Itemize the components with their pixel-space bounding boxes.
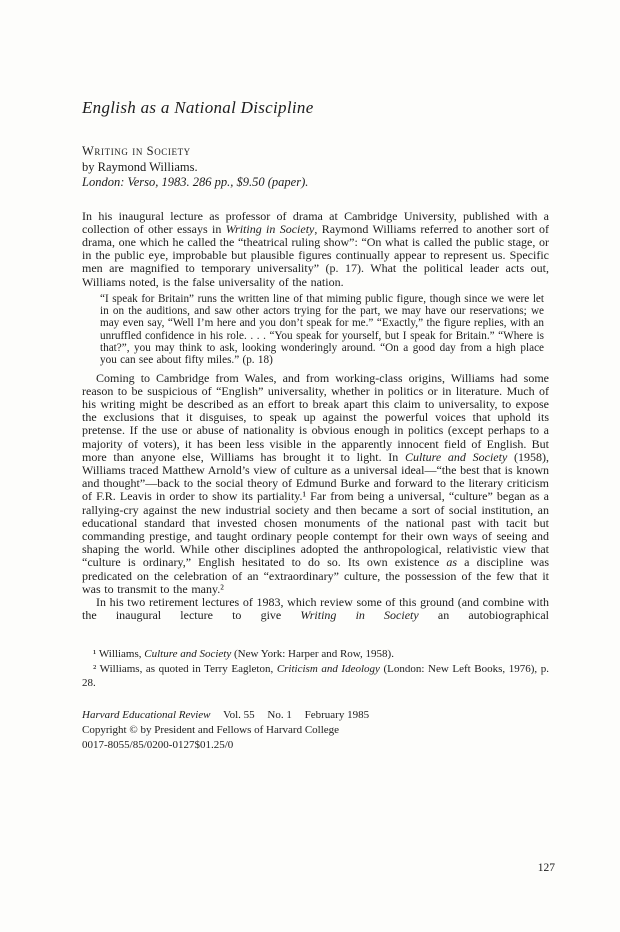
journal-volume: Vol. 55 <box>223 708 255 721</box>
book-imprint: London: Verso, 1983. 286 pp., $9.50 (paper). <box>82 175 309 189</box>
journal-date: February 1985 <box>304 708 370 721</box>
book-author: by Raymond Williams. <box>82 159 198 174</box>
copyright-line: Copyright © by President and Fellows of Harvard College <box>82 723 340 736</box>
journal-name: Harvard Educational Review <box>82 708 211 721</box>
journal-issue-number: No. 1 <box>267 708 292 721</box>
paragraph-3: In his two retirement lectures of 1983, which review some of this ground (and combine with the inaugural lecture to give Writing in Society an autobiographical <box>82 594 549 623</box>
footnote-2: ² Williams, as quoted in Terry Eagleton, Criticism and Ideology (London: New Left Books, 1976), p. 28. <box>82 662 550 690</box>
review-body <box>82 210 549 623</box>
paragraph-1: In his inaugural lecture as professor of drama at Cambridge University, published with a collection of other essays in Writing in Society, Raymond Williams referred to another sort of drama, one which he called the “theatrical ruling show”: “On what is called the public stage, or in the public eye, improbable but plausible figures continually appear to represent us. Specific men are magnified to temporary universality” (p. 17). What the political leader acts out, Williams noted, is the false universality of the nation. <box>82 208 550 289</box>
paragraph-2: Coming to Cambridge from Wales, and from working-class origins, Williams had some reason to be suspicious of “English” universality, whether in politics or in literature. Much of his writing might be described as an effort to break apart this claim to universality, to expose the exclusions that it disguises, to speak up against the powerful voices that uphold its pretense. If the use or abuse of nationality is obvious enough in politics (except perhaps to a majority of voters), it has been less visible in the apparently innocent field of English. But more than anyone else, Williams has brought it to light. In Culture and Society (1958), Williams traced Matthew Arnold’s view of culture as a universal ideal—“the best that is known and thought”—back to the social theory of Edmund Burke and forward to the literary criticism of F.R. Leavis in order to show its partiality.¹ Far from being a universal, “culture” began as a rallying-cry against the new industrial society and then became a sort of social institution, an educational standard that invested chosen monuments of the national past with tacit but commanding prestige, and taught ordinary people contempt for their own ways of seeing and shaping the world. While other disciplines adopted the anthropological, relativistic view that “culture is ordinary,” English hesitated to do so. Its own existence as a discipline was predicated on the celebration of an “extraordinary” culture, the possession of the few that it was to transmit to the many.² <box>82 370 549 596</box>
page-number: 127 <box>537 862 555 874</box>
journal-citation-line <box>82 708 549 723</box>
book-info <box>82 144 549 191</box>
footnotes <box>82 647 549 691</box>
footnote-1: ¹ Williams, Culture and Society (New York: Harper and Row, 1958). <box>93 648 394 661</box>
book-title: Writing in Society <box>82 144 191 158</box>
review-title: English as a National Discipline <box>82 98 314 117</box>
blockquote-speak-for-britain: “I speak for Britain” runs the written line of that miming public figure, though since we were let in on the auditions, and saw other actors trying for the part, we may have our reservations; we may even say, “Well I’m here and you don’t speak for me.” “Exactly,” the figure replies, with an unruffled confidence in his role. . . . “You speak for yourself, but I speak for Britain.” “Where is that?”, you may think to ask, looking wonderingly around. “On a good day from a high place you can see about fifty miles.” (p. 18) <box>100 292 544 367</box>
issn-code-line: 0017-8055/85/0200-0127$01.25/0 <box>82 738 234 751</box>
journal-footer <box>82 708 549 753</box>
